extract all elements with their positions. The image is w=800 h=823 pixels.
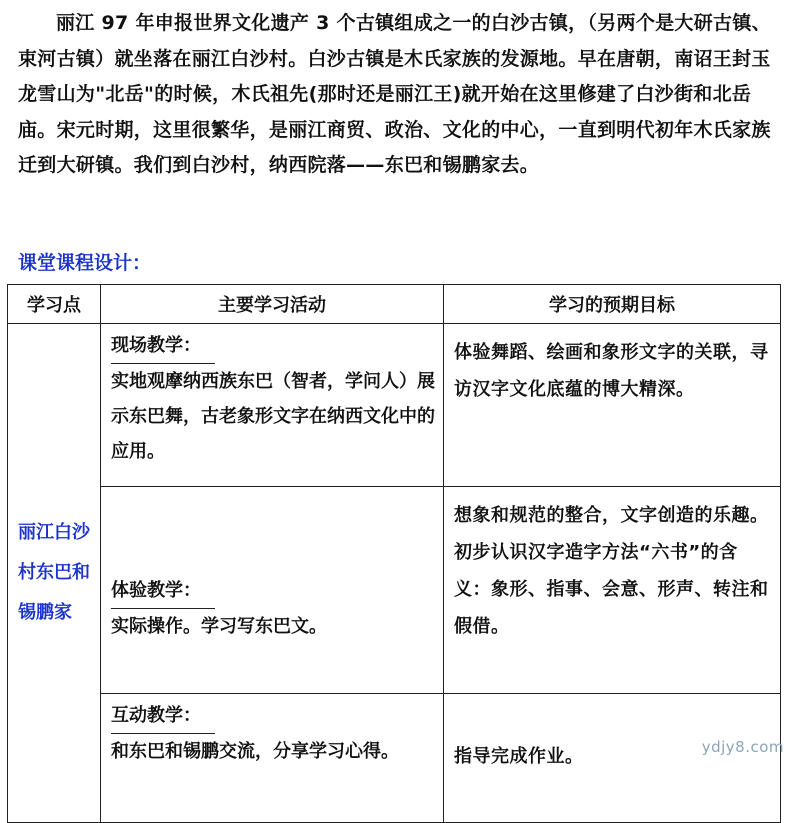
activity-cell — [101, 487, 444, 694]
activity-title: 现场教学： — [111, 328, 215, 364]
intro-paragraph: 丽江 97 年申报世界文化遗产 3 个古镇组成之一的白沙古镇，（另两个是大研古镇、束河古镇）就坐落在丽江白沙村。白沙古镇是木氏家族的发源地。早在唐朝，南诏王封玉龙雪山为"北岳"的时候，木氏祖先(那时还是丽江王)就开始在这里修建了白沙街和北岳庙。宋元时期，这里很繁华，是丽江商贸、政治、文化的中心，一直到明代初年木氏家族迁到大研镇。我们到白沙村，纳西院落——东巴和锡鹏家去。 — [18, 12, 771, 176]
goal-cell: 指导完成作业。 — [444, 694, 781, 823]
header-expected-goals: 学习的预期目标 — [444, 285, 781, 324]
table-row — [8, 487, 781, 694]
activity-title: 互动教学： — [111, 698, 215, 734]
activity-title: 体验教学： — [111, 573, 215, 609]
activity-body: 实地观摩纳西族东巴（智者，学问人）展示东巴舞，古老象形文字在纳西文化中的应用。 — [111, 371, 435, 462]
activity-body: 和东巴和锡鹏交流，分享学习心得。 — [111, 741, 399, 762]
goal-cell: 想象和规范的整合，文字创造的乐趣。初步认识汉字造字方法“六书”的含义：象形、指事、会意、形声、转注和假借。 — [444, 487, 781, 694]
activity-cell — [101, 324, 444, 487]
learning-point-cell: 丽江白沙村东巴和锡鹏家 — [8, 324, 101, 823]
activity-body: 实际操作。学习写东巴文。 — [111, 615, 327, 637]
table-row — [8, 694, 781, 823]
table-header-row — [8, 285, 781, 324]
watermark: ydjy8.com — [701, 738, 784, 756]
course-design-table — [7, 284, 781, 823]
table-row — [8, 324, 781, 487]
section-heading: 课堂课程设计： — [18, 252, 152, 274]
header-main-activities: 主要学习活动 — [101, 285, 444, 324]
header-learning-point: 学习点 — [8, 285, 101, 324]
goal-cell: 体验舞蹈、绘画和象形文字的关联，寻访汉字文化底蕴的博大精深。 — [444, 324, 781, 487]
activity-cell — [101, 694, 444, 823]
